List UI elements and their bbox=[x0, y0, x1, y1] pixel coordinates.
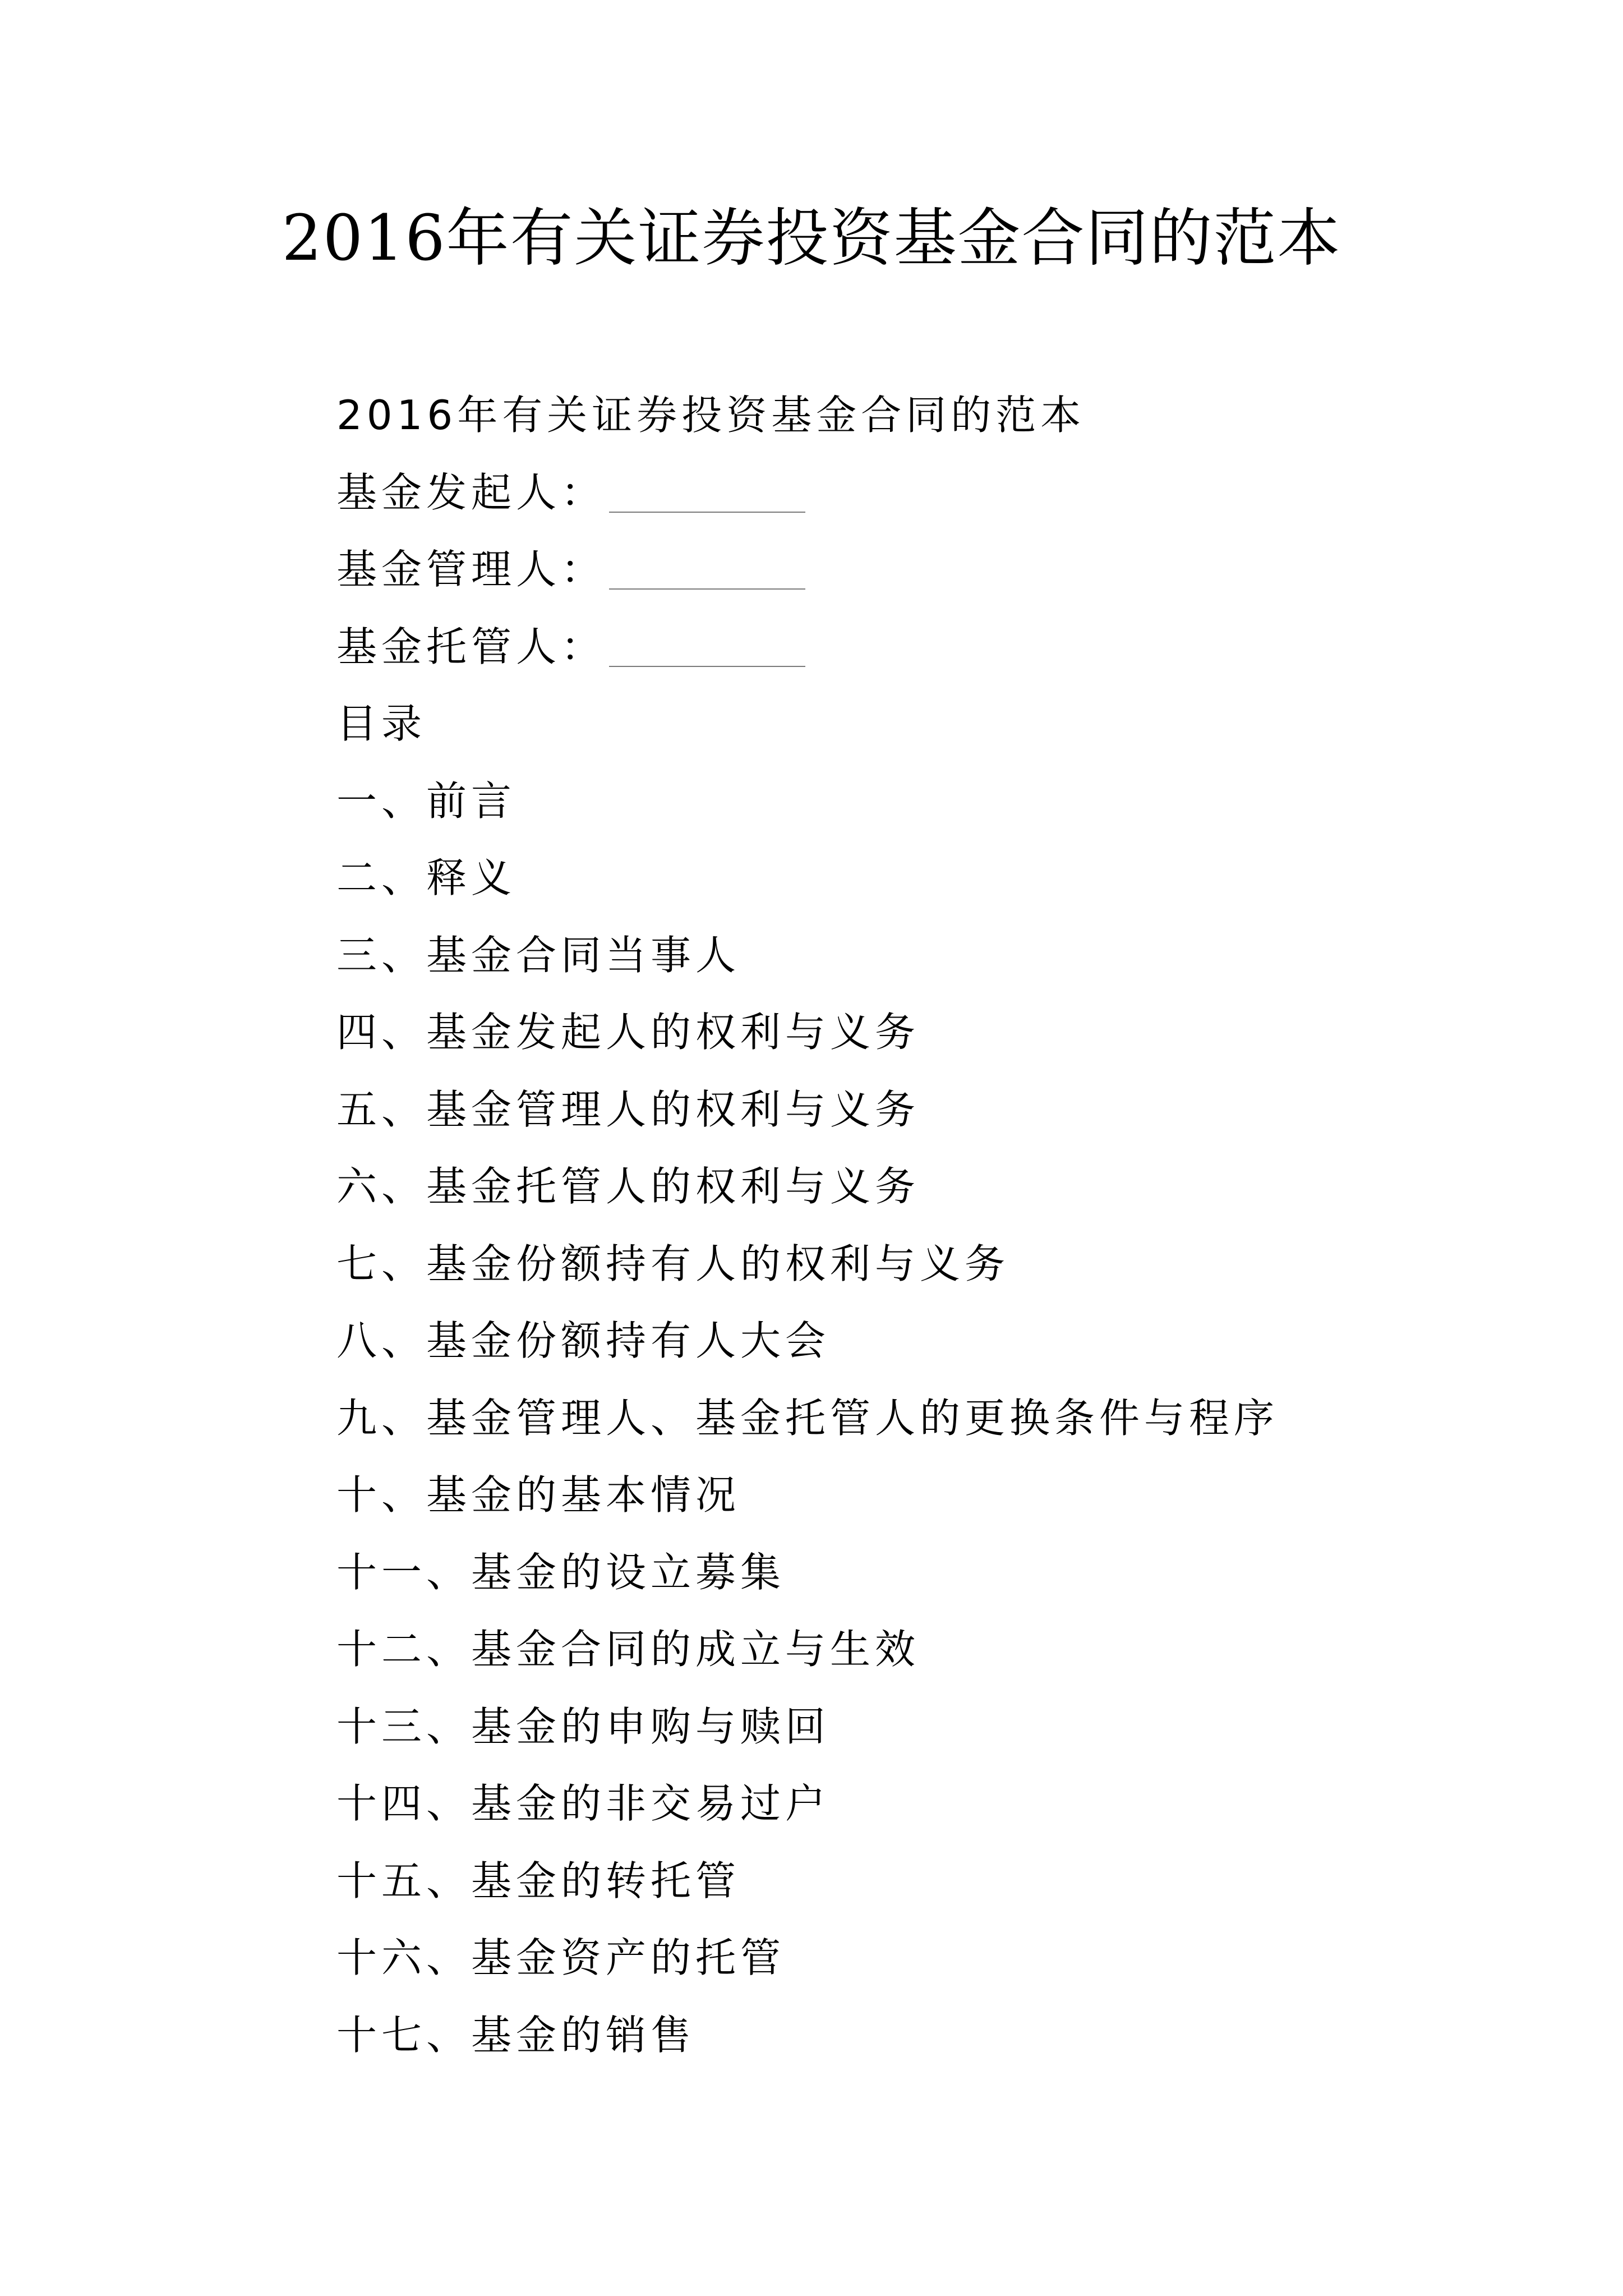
toc-item: 十四、基金的非交易过户 bbox=[336, 1780, 831, 1827]
blank-field bbox=[609, 555, 805, 590]
document-title: 2016年有关证券投资基金合同的范本 bbox=[282, 202, 1341, 275]
toc-item: 十、基金的基本情况 bbox=[336, 1471, 741, 1519]
toc-item: 八、基金份额持有人大会 bbox=[336, 1317, 831, 1364]
toc-item: 六、基金托管人的权利与义务 bbox=[336, 1163, 920, 1210]
toc-item: 十六、基金资产的托管 bbox=[336, 1934, 786, 1981]
toc-heading: 目录 bbox=[336, 700, 427, 747]
toc-item: 十七、基金的销售 bbox=[336, 2011, 696, 2059]
party-custodian bbox=[336, 609, 1542, 686]
toc-item: 二、释义 bbox=[336, 854, 517, 901]
document-body bbox=[336, 377, 1542, 2074]
blank-field bbox=[609, 632, 805, 667]
party-label: 基金托管人： bbox=[336, 623, 606, 670]
party-label: 基金管理人： bbox=[336, 546, 606, 593]
document-subtitle: 2016年有关证券投资基金合同的范本 bbox=[336, 392, 1086, 439]
toc-item: 九、基金管理人、基金托管人的更换条件与程序 bbox=[336, 1394, 1279, 1442]
toc-item: 四、基金发起人的权利与义务 bbox=[336, 1009, 920, 1056]
toc-item: 七、基金份额持有人的权利与义务 bbox=[336, 1240, 1010, 1287]
toc-item: 十三、基金的申购与赎回 bbox=[336, 1703, 831, 1750]
toc-item: 一、前言 bbox=[336, 777, 517, 825]
blank-field bbox=[609, 478, 805, 513]
party-label: 基金发起人： bbox=[336, 468, 606, 516]
toc-item: 十一、基金的设立募集 bbox=[336, 1548, 786, 1596]
toc-item: 三、基金合同当事人 bbox=[336, 931, 741, 979]
toc-item: 十五、基金的转托管 bbox=[336, 1857, 741, 1904]
toc-item: 十二、基金合同的成立与生效 bbox=[336, 1626, 920, 1673]
toc-item: 五、基金管理人的权利与义务 bbox=[336, 1085, 920, 1133]
party-manager bbox=[336, 531, 1542, 609]
party-sponsor bbox=[336, 454, 1542, 532]
